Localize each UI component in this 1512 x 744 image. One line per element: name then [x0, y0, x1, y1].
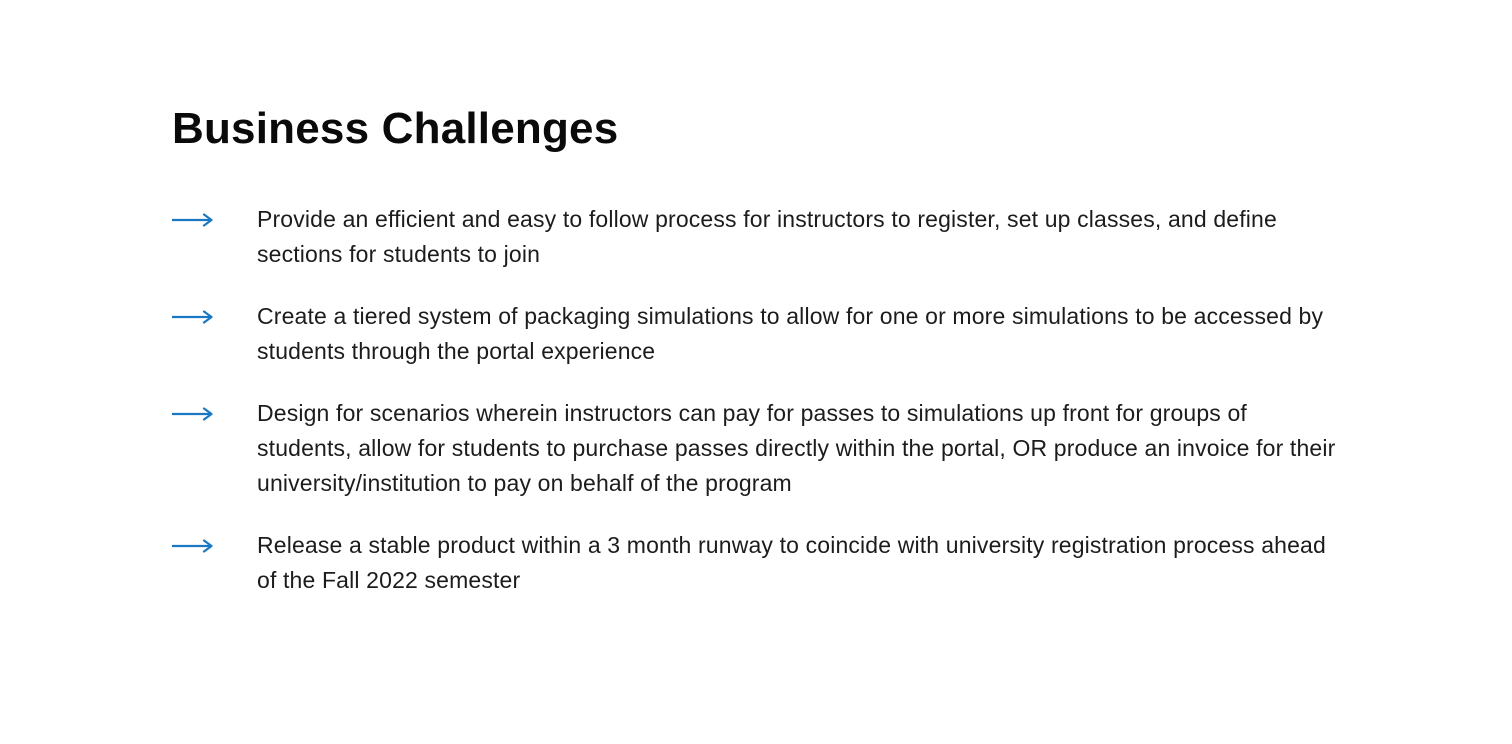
arrow-right-icon: [172, 299, 257, 334]
arrow-right-icon: [172, 202, 257, 237]
list-item: [172, 396, 1352, 501]
page-title: Business Challenges: [172, 104, 619, 153]
arrow-right-icon: [172, 396, 257, 431]
challenge-text: Design for scenarios wherein instructors can pay for passes to simulations up front for groups of students, allow for students to purchase passes directly within the portal, OR produce an invoice for their university/institution to pay on behalf of the program: [257, 400, 1336, 496]
arrow-right-icon: [172, 528, 257, 563]
challenge-text: Create a tiered system of packaging simulations to allow for one or more simulations to be accessed by students through the portal experience: [257, 303, 1324, 364]
challenges-list: [172, 202, 1352, 598]
list-item: [172, 202, 1352, 272]
list-item: [172, 299, 1352, 369]
challenge-text: Release a stable product within a 3 month runway to coincide with university registration process ahead of the Fall 2022 semester: [257, 532, 1326, 593]
list-item: [172, 528, 1352, 598]
challenge-text: Provide an efficient and easy to follow process for instructors to register, set up classes, and define sections for students to join: [257, 206, 1277, 267]
